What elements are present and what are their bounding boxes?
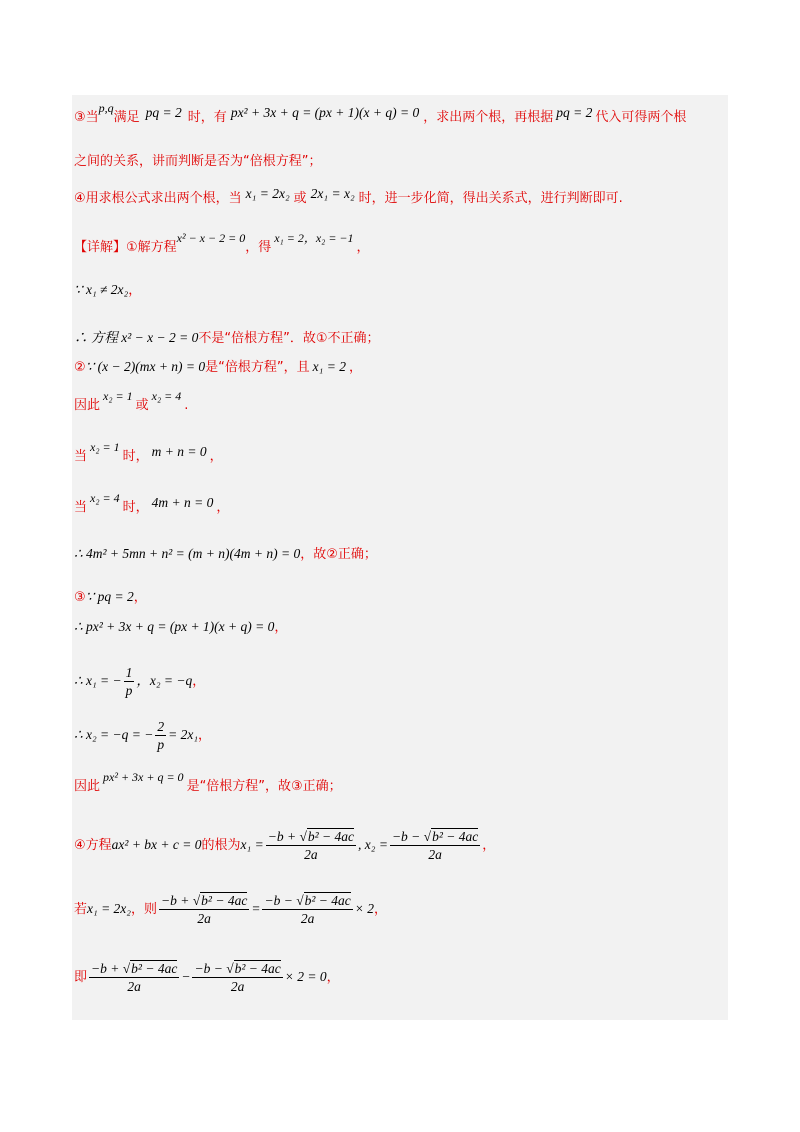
- math: p,q: [98, 101, 114, 115]
- text: ，: [192, 674, 206, 689]
- line-8: [74, 389, 189, 415]
- text: 是“倍根方程”，故③正确；: [186, 779, 342, 794]
- radicand: b² − 4ac: [432, 829, 479, 844]
- radicand: b² − 4ac: [234, 961, 281, 976]
- math: x₁ = 2，x₂ = −1: [274, 231, 354, 245]
- math: =: [251, 901, 261, 916]
- text: ，: [128, 283, 142, 298]
- numerator: −b − √b² − 4ac: [194, 961, 281, 976]
- math: x₁ = 2x₂: [245, 186, 290, 201]
- numerator: −b − √b² − 4ac: [391, 829, 479, 844]
- text: 代入可得两个根: [595, 110, 687, 125]
- text: 的根为: [201, 838, 241, 853]
- radicand: b² − 4ac: [307, 829, 355, 844]
- numerator: 2: [157, 719, 165, 734]
- line-5: [74, 281, 141, 300]
- denominator: 2a: [197, 911, 211, 926]
- math: × 2 = 0: [284, 969, 327, 984]
- text: 因此: [74, 398, 101, 413]
- text: 当: [74, 449, 88, 464]
- math: ∴ px² + 3x + q = (px + 1)(x + q) = 0: [74, 619, 275, 634]
- line-1: [74, 101, 687, 127]
- math: x₁ =: [240, 837, 264, 852]
- math: ∴ 4m² + 5mn + n² = (m + n)(4m + n) = 0: [74, 546, 301, 561]
- text: ，: [198, 728, 212, 743]
- line-13: [74, 618, 287, 637]
- math: ∵ x₁ ≠ 2x₂: [74, 282, 129, 297]
- math: 2x₁ = x₂: [310, 186, 355, 201]
- math: = 2x₁: [168, 727, 199, 742]
- line-4: [74, 231, 370, 257]
- math: ，x₂ = −q: [136, 673, 193, 688]
- text: 时，: [122, 449, 149, 464]
- denominator: 2a: [304, 847, 318, 862]
- math: ax² + bx + c = 0: [111, 837, 202, 852]
- text: ②: [74, 360, 86, 375]
- radicand: b² − 4ac: [131, 961, 178, 976]
- math: px² + 3x + q = 0: [103, 770, 184, 784]
- line-9: [74, 440, 223, 466]
- fraction: [159, 892, 249, 927]
- text: ④方程: [74, 838, 112, 853]
- text: 或: [135, 398, 149, 413]
- math: 4m + n = 0: [151, 495, 214, 510]
- text: 即: [74, 970, 88, 985]
- numerator-lead: −b −: [194, 961, 227, 976]
- math: ∴ x₂ = −q = −: [74, 727, 154, 742]
- text: 或: [293, 191, 307, 206]
- text: 若: [74, 902, 88, 917]
- math: x² − x − 2 = 0: [176, 231, 246, 245]
- line-12: [74, 588, 147, 607]
- text: ，则: [131, 902, 158, 917]
- numerator: −b + √b² − 4ac: [161, 893, 248, 908]
- radicand: b² − 4ac: [304, 893, 351, 908]
- text: ，故②正确；: [300, 547, 377, 562]
- text: ，求出两个根，再根据: [423, 110, 554, 125]
- numerator-lead: −b +: [91, 961, 123, 976]
- numerator-lead: −b +: [161, 893, 193, 908]
- text: ，: [274, 620, 288, 635]
- line-18: [74, 892, 387, 927]
- math: ∴ x₁ = −: [74, 673, 122, 688]
- text: 【详解】①解方程: [74, 240, 177, 255]
- fraction: [266, 828, 356, 863]
- text: ，: [374, 902, 388, 917]
- radicand: b² − 4ac: [201, 893, 248, 908]
- fraction: [390, 828, 480, 863]
- text: 满足: [113, 110, 140, 125]
- math: pq = 2: [145, 105, 182, 120]
- numerator: 1: [125, 665, 133, 680]
- text: 当: [74, 500, 88, 515]
- text: ，: [216, 500, 230, 515]
- text: 时，有: [187, 110, 227, 125]
- math: x₂ = 1: [90, 440, 120, 454]
- line-17: [74, 828, 495, 863]
- fraction: [155, 718, 166, 753]
- denominator: 2a: [230, 979, 245, 994]
- text: 之间的关系，讲而判断是否为“倍根方程”；: [74, 154, 322, 169]
- numerator: −b + √b² − 4ac: [267, 829, 355, 844]
- text: ③: [74, 590, 86, 605]
- text: 时，进一步化简，得出关系式，进行判断即可.: [358, 191, 623, 206]
- line-19: [74, 960, 340, 995]
- denominator: p: [157, 737, 165, 752]
- text: 是“倍根方程”，且: [205, 360, 310, 375]
- math: pq = 2: [556, 105, 593, 120]
- numerator-lead: −b +: [267, 829, 300, 844]
- numerator: −b + √b² − 4ac: [91, 961, 178, 976]
- text: 时，: [122, 500, 149, 515]
- line-11: [74, 545, 377, 564]
- text: .: [184, 398, 189, 413]
- text: ④用求根公式求出两个根，当: [74, 191, 242, 206]
- line-14: [74, 664, 205, 699]
- text: ，: [209, 449, 223, 464]
- line-10: [74, 491, 230, 517]
- line-2: [74, 152, 321, 171]
- line-3: [74, 186, 623, 208]
- fraction: [262, 892, 352, 927]
- numerator-lead: −b −: [264, 893, 297, 908]
- math: , x₂ =: [358, 837, 388, 852]
- denominator: p: [125, 683, 133, 698]
- math: −: [181, 969, 191, 984]
- math: ∵ (x − 2)(mx + n) = 0: [85, 359, 206, 374]
- math: ∴ 方程 x² − x − 2 = 0: [74, 330, 199, 345]
- numerator: −b − √b² − 4ac: [264, 893, 351, 908]
- math: x₂ = 4: [90, 491, 120, 505]
- line-15: [74, 718, 211, 753]
- text: ，得: [245, 240, 272, 255]
- text: ，: [326, 970, 340, 985]
- math: x₁ = 2: [312, 359, 346, 374]
- math: m + n = 0: [151, 444, 207, 459]
- math: × 2: [354, 901, 375, 916]
- text: ，: [348, 360, 362, 375]
- text: 不是“倍根方程”．故①不正确；: [198, 331, 380, 346]
- math: x₂ = 1: [103, 389, 133, 403]
- text: ，: [133, 590, 147, 605]
- text: ，: [482, 838, 496, 853]
- text: 因此: [74, 779, 101, 794]
- math: px² + 3x + q = (px + 1)(x + q) = 0: [230, 105, 420, 120]
- math: ∵ pq = 2: [85, 589, 134, 604]
- line-6: [74, 329, 380, 348]
- text: ③当: [74, 110, 99, 125]
- fraction: [89, 960, 179, 995]
- text: ，: [356, 240, 370, 255]
- fraction: [124, 664, 135, 699]
- line-16: [74, 770, 342, 796]
- math: x₂ = 4: [151, 389, 182, 403]
- fraction: [192, 960, 282, 995]
- numerator-lead: −b −: [391, 829, 424, 844]
- line-7: [74, 358, 362, 377]
- denominator: 2a: [300, 911, 315, 926]
- denominator: 2a: [127, 979, 141, 994]
- denominator: 2a: [428, 847, 442, 862]
- math: x₁ = 2x₂: [87, 901, 131, 916]
